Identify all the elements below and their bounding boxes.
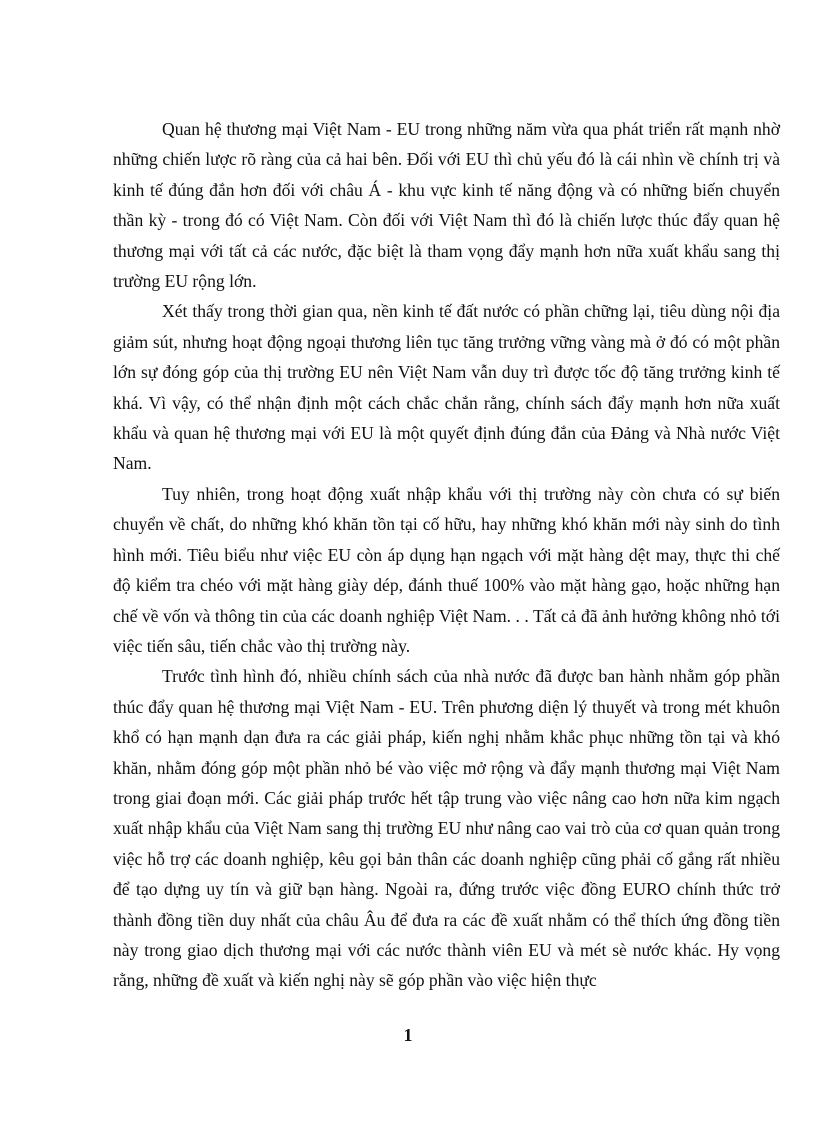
paragraph-3: Tuy nhiên, trong hoạt động xuất nhập khẩu với thị trường này còn chưa có sự biến chuyển về chất, do những khó khăn tồn tại cố hữu, hay những khó khăn mới này sinh do tình hình mới. Tiêu biểu như việc EU còn áp dụng hạn ngạch với mặt hàng dệt may, thực thi chế độ kiểm tra chéo với mặt hàng giày dép, đánh thuế 100% vào mặt hàng gạo, hoặc những hạn chế về vốn và thông tin của các doanh nghiệp Việt Nam. . . Tất cả đã ảnh hưởng không nhỏ tới việc tiến sâu, tiến chắc vào thị trường này. bbox=[113, 483, 780, 656]
paragraph-1: Quan hệ thương mại Việt Nam - EU trong những năm vừa qua phát triển rất mạnh nhờ những chiến lược rõ ràng của cả hai bên. Đối với EU thì chủ yếu đó là cái nhìn về chính trị và kinh tế đúng đắn hơn đối với châu Á - khu vực kinh tế năng động và có những biến chuyển thần kỳ - trong đó có Việt Nam. Còn đối với Việt Nam thì đó là chiến lược thúc đẩy quan hệ thương mại với tất cả các nước, đặc biệt là tham vọng đẩy mạnh hơn nữa xuất khẩu sang thị trường EU rộng lớn. bbox=[113, 119, 780, 292]
page-number: 1 bbox=[403, 1025, 413, 1045]
paragraph-4: Trước tình hình đó, nhiều chính sách của nhà nước đã được ban hành nhằm góp phần thúc đẩy quan hệ thương mại Việt Nam - EU. Trên phương diện lý thuyết và trong mét khuôn khổ có hạn mạnh dạn đưa ra các giải pháp, kiến nghị nhằm khắc phục những tồn tại và khó khăn, nhằm đóng góp một phần nhỏ bé vào việc mở rộng và đẩy mạnh thương mại Việt Nam trong giai đoạn mới. Các giải pháp trước hết tập trung vào việc nâng cao hơn nữa kim ngạch xuất nhập khẩu của Việt Nam sang thị trường EU như nâng cao vai trò của cơ quan quản trong việc hỗ trợ các doanh nghiệp, kêu gọi bản thân các doanh nghiệp cũng phải cố gắng rất nhiều để tạo dựng uy tín và giữ bạn hàng. Ngoài ra, đứng trước việc đồng EURO chính thức trở thành đồng tiền duy nhất của châu Âu để đưa ra các đề xuất nhằm có thể thích ứng đồng tiền này trong giao dịch thương mại với các nước thành viên EU và mét sè nước khác. Hy vọng rằng, những đề xuất và kiến nghị này sẽ góp phần vào việc hiện thực bbox=[113, 666, 780, 991]
paragraph-2: Xét thấy trong thời gian qua, nền kinh tế đất nước có phần chững lại, tiêu dùng nội địa giảm sút, nhưng hoạt động ngoại thương liên tục tăng trưởng vững vàng mà ở đó có một phần lớn sự đóng góp của thị trường EU nên Việt Nam vẫn duy trì được tốc độ tăng trưởng kinh tế khá. Vì vậy, có thể nhận định một cách chắc chắn rằng, chính sách đẩy mạnh hơn nữa xuất khẩu và quan hệ thương mại với EU là một quyết định đúng đắn của Đảng và Nhà nước Việt Nam. bbox=[113, 301, 780, 474]
body-text bbox=[113, 114, 780, 996]
